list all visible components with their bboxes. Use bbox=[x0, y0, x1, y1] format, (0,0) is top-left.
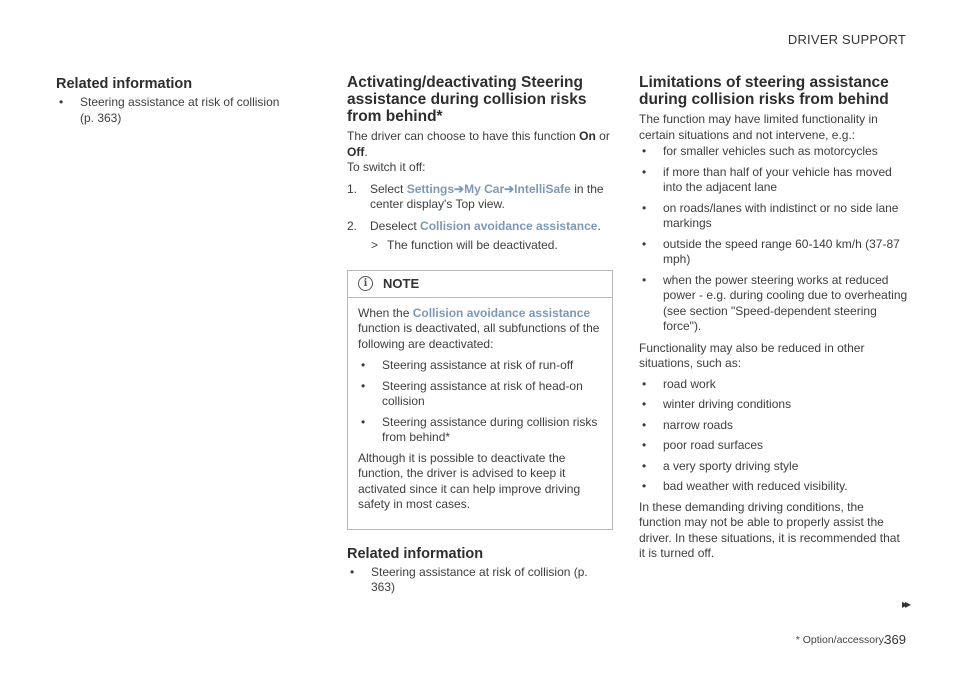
column-right bbox=[639, 76, 909, 562]
arrow-right-icon: ➔ bbox=[504, 181, 515, 196]
related-info-link[interactable]: • Steering assistance at risk of collision (p. 363) bbox=[347, 565, 613, 596]
page-number: 369 bbox=[884, 632, 906, 647]
limitations-intro: The function may have limited functionality in certain situations and not intervene, e.g.: bbox=[639, 112, 878, 142]
menu-settings[interactable]: Settings bbox=[406, 181, 455, 196]
list-item: • poor road surfaces bbox=[639, 438, 909, 454]
list-item: • narrow roads bbox=[639, 418, 909, 434]
step-result: > The function will be deactivated. bbox=[371, 238, 558, 252]
list-item: • winter driving conditions bbox=[639, 397, 909, 413]
related-info-link[interactable]: • Steering assistance at risk of collision (p. 363) bbox=[56, 95, 296, 126]
note-text: When the Collision avoidance assistance function is deactivated, all subfunctions of the following are deactivated: bbox=[358, 305, 600, 351]
list-item: • outside the speed range 60-140 km/h (37-87 mph) bbox=[639, 237, 909, 268]
related-info-heading: Related information bbox=[347, 545, 484, 562]
list-item: • road work bbox=[639, 377, 909, 393]
menu-intellisafe[interactable]: IntelliSafe bbox=[514, 181, 571, 196]
info-icon: i bbox=[358, 276, 373, 291]
limitations-list bbox=[639, 144, 909, 335]
arrow-right-icon: ➔ bbox=[454, 181, 465, 196]
reduced-list bbox=[639, 377, 909, 495]
list-item: • on roads/lanes with indistinct or no side lane markings bbox=[639, 201, 909, 232]
list-item: • Steering assistance at risk of run-off bbox=[358, 358, 602, 374]
column-left bbox=[56, 76, 296, 131]
step-1: 1. Select Settings➔My Car➔IntelliSafe in the center display's Top view. bbox=[347, 181, 604, 211]
related-info-list bbox=[56, 95, 296, 126]
steps-list bbox=[347, 182, 613, 235]
footnote: * Option/accessory. bbox=[795, 634, 886, 646]
related-info-heading: Related information bbox=[56, 76, 193, 92]
intro-text: The driver can choose to have this function On or Off. bbox=[347, 129, 610, 159]
step-2: 2. Deselect Collision avoidance assistance. bbox=[347, 218, 601, 233]
note-label: NOTE bbox=[383, 276, 420, 291]
menu-my-car[interactable]: My Car bbox=[464, 181, 505, 196]
list-item: • when the power steering works at reduced power - e.g. during cooling due to overheating (see section "Speed-dependent steering force"). bbox=[639, 273, 909, 335]
limitations-closing: In these demanding driving conditions, the function may not be able to properly assist the driver. In these situations, it is recommended that it is turned off. bbox=[639, 499, 900, 560]
switch-off-text: To switch it off: bbox=[347, 160, 426, 174]
note-header bbox=[348, 271, 612, 298]
list-item: • for smaller vehicles such as motorcycles bbox=[639, 144, 909, 160]
related-info-list bbox=[347, 565, 613, 596]
list-item: • bad weather with reduced visibility. bbox=[639, 479, 909, 495]
reduced-intro: Functionality may also be reduced in other situations, such as: bbox=[639, 340, 865, 370]
list-item: • Steering assistance at risk of head-on collision bbox=[358, 379, 602, 410]
note-box bbox=[347, 270, 613, 530]
section-title: DRIVER SUPPORT bbox=[787, 32, 906, 47]
collision-avoidance-option[interactable]: Collision avoidance assistance bbox=[420, 218, 598, 233]
article-title: Activating/deactivating Steering assistance during collision risks from behind* bbox=[347, 74, 587, 125]
list-item: • if more than half of your vehicle has moved into the adjacent lane bbox=[639, 165, 909, 196]
list-item: • Steering assistance during collision risks from behind* bbox=[358, 415, 602, 446]
note-list bbox=[358, 358, 602, 446]
limitations-title: Limitations of steering assistance during collision risks from behind bbox=[639, 74, 889, 108]
continue-arrows-icon: ▸▸ bbox=[901, 597, 908, 611]
column-middle bbox=[347, 76, 613, 601]
note-closing: Although it is possible to deactivate the function, the driver is advised to keep it activated since it can help improve driving safety in most cases. bbox=[358, 450, 581, 511]
list-item: • a very sporty driving style bbox=[639, 459, 909, 475]
